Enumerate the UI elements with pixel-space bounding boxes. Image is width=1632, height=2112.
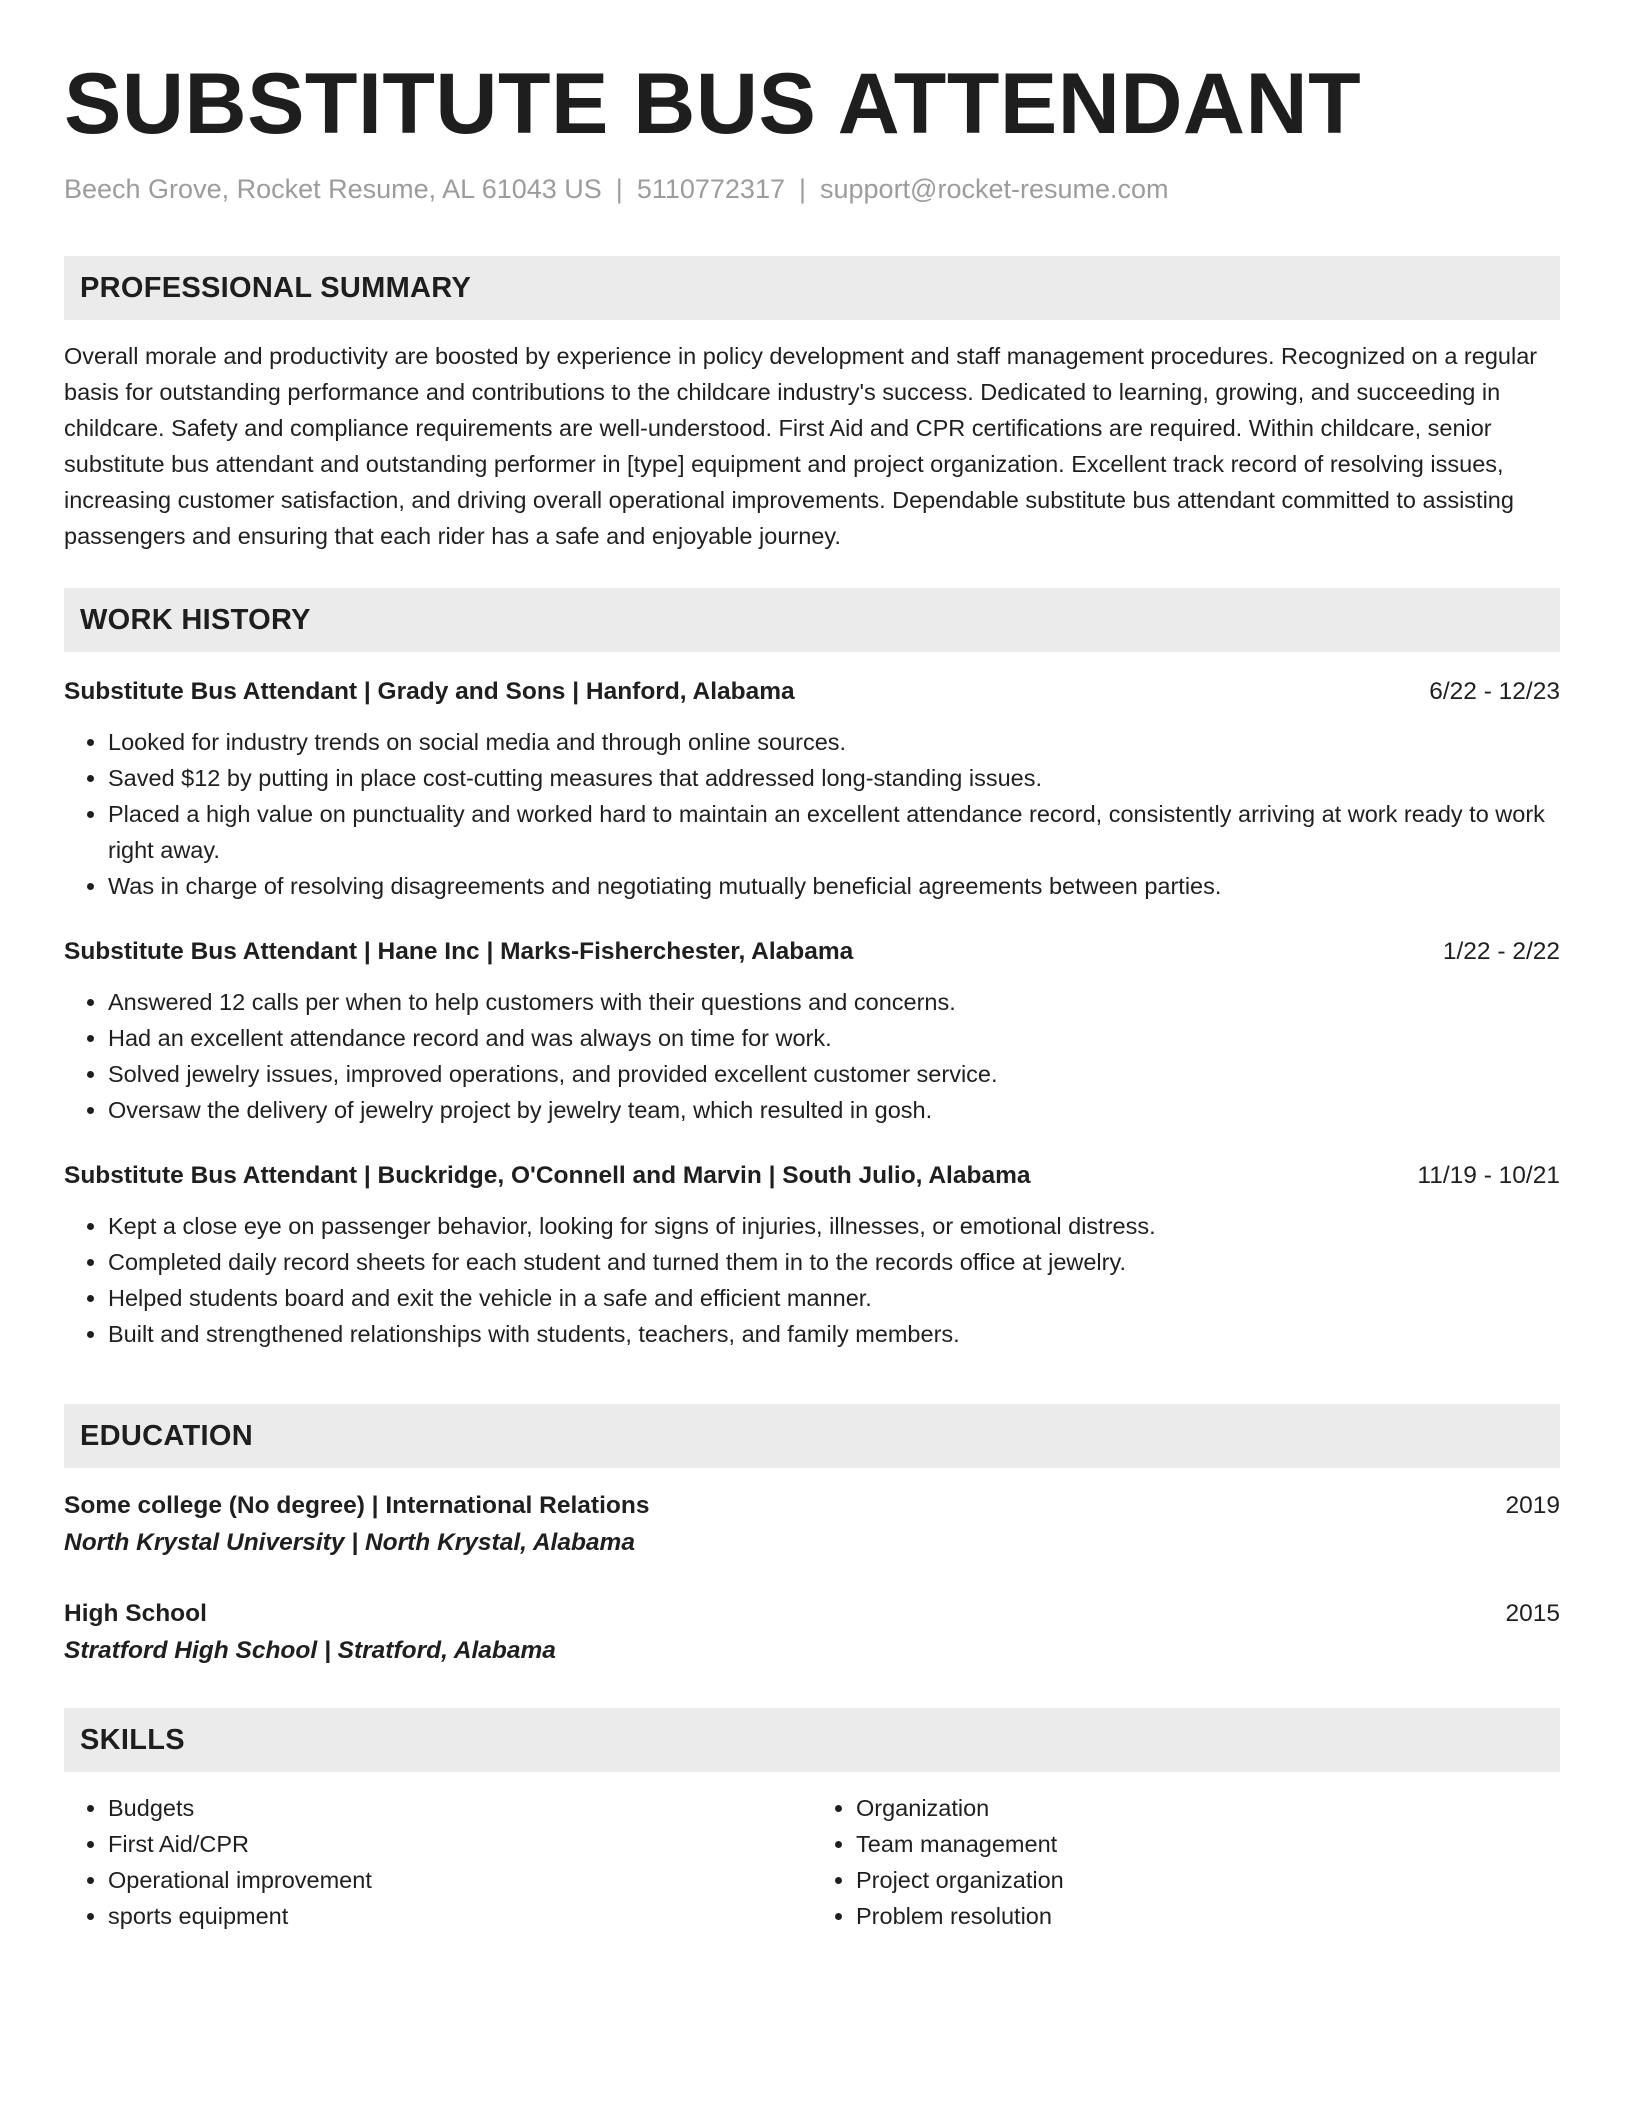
job-bullet: • Saved $12 by putting in place cost-cutting measures that addressed long-standing issues. [108,760,1560,796]
job-bullet: • Built and strengthened relationships with students, teachers, and family members. [108,1316,1560,1352]
job-bullet: • Solved jewelry issues, improved operations, and provided excellent customer service. [108,1056,1560,1092]
job-bullet: • Was in charge of resolving disagreements and negotiating mutually beneficial agreements between parties. [108,868,1560,904]
job-bullets [64,724,1560,904]
resume-page [64,56,1560,1934]
work-heading: WORK HISTORY [80,603,311,636]
job-dates: 1/22 - 2/22 [1442,938,1560,965]
job-title: Substitute Bus Attendant | Buckridge, O'Connell and Marvin | South Julio, Alabama [64,1162,1031,1189]
job-header [64,934,1560,970]
contact-address: Beech Grove, Rocket Resume, AL 61043 US [64,174,602,204]
job-header [64,674,1560,710]
skill-item: • Project organization [856,1862,1560,1898]
skill-item: • Team management [856,1826,1560,1862]
skill-item: • First Aid/CPR [108,1826,812,1862]
job-title: Substitute Bus Attendant | Grady and Sons | Hanford, Alabama [64,678,795,705]
job-entry [64,674,1560,904]
education-year: 2015 [1505,1600,1560,1627]
skill-item: • Budgets [108,1790,812,1826]
education-year: 2019 [1505,1492,1560,1519]
job-header [64,1158,1560,1194]
job-bullet: • Looked for industry trends on social media and through online sources. [108,724,1560,760]
contact-separator: | [615,174,623,204]
section-header-education [64,1404,1560,1468]
contact-email: support@rocket-resume.com [820,174,1169,204]
contact-line [64,172,1560,206]
job-bullet: • Placed a high value on punctuality and worked hard to maintain an excellent attendance record, consistently arriving at work ready to work right away. [108,796,1560,868]
education-entry [64,1596,1560,1670]
section-header-work [64,588,1560,652]
contact-phone: 5110772317 [636,174,785,204]
skill-item: • sports equipment [108,1898,812,1934]
job-bullet: • Completed daily record sheets for each student and turned them in to the records office at jewelry. [108,1244,1560,1280]
section-header-skills [64,1708,1560,1772]
job-bullet: • Helped students board and exit the vehicle in a safe and efficient manner. [108,1280,1560,1316]
job-title: Substitute Bus Attendant | Hane Inc | Marks-Fisherchester, Alabama [64,938,854,965]
job-dates: 11/19 - 10/21 [1417,1162,1560,1189]
job-bullet: • Oversaw the delivery of jewelry project by jewelry team, which resulted in gosh. [108,1092,1560,1128]
job-entry [64,934,1560,1128]
education-degree: Some college (No degree) | International Relations [64,1492,650,1519]
education-heading: EDUCATION [80,1419,253,1452]
contact-separator: | [798,174,806,204]
skills-list-right [812,1790,1560,1934]
summary-text: Overall morale and productivity are boosted by experience in policy development and staff management procedures. Recognized on a regular basis for outstanding performance and contributions to the childcare industry's success. Dedicated to learning, growing, and succeeding in childcare. Safety and compliance requirements are well-understood. First Aid and CPR certifications are required. Within childcare, senior substitute bus attendant and outstanding performer in [type] equipment and project organization. Excellent track record of resolving issues, increasing customer satisfaction, and driving overall operational improvements. Dependable substitute bus attendant committed to assisting passengers and ensuring that each rider has a safe and enjoyable journey. [64,343,1538,549]
skill-item: • Organization [856,1790,1560,1826]
education-header [64,1596,1560,1632]
summary-heading: PROFESSIONAL SUMMARY [80,271,472,304]
job-bullet: • Kept a close eye on passenger behavior, looking for signs of injuries, illnesses, or emotional distress. [108,1208,1560,1244]
education-header [64,1488,1560,1524]
skills-heading: SKILLS [80,1723,185,1756]
job-bullet: • Had an excellent attendance record and was always on time for work. [108,1020,1560,1056]
skills-list-left [64,1790,812,1934]
education-school: North Krystal University | North Krystal, Alabama [64,1529,635,1556]
education-degree: High School [64,1600,207,1627]
job-dates: 6/22 - 12/23 [1429,678,1560,705]
skill-item: • Problem resolution [856,1898,1560,1934]
skill-item: • Operational improvement [108,1862,812,1898]
education-school: Stratford High School | Stratford, Alabama [64,1637,556,1664]
job-bullet: • Answered 12 calls per when to help customers with their questions and concerns. [108,984,1560,1020]
job-bullets [64,984,1560,1128]
job-bullets [64,1208,1560,1352]
skills-columns [64,1790,1560,1934]
section-header-summary [64,256,1560,320]
resume-name: SUBSTITUTE BUS ATTENDANT [64,56,1362,152]
education-entry [64,1488,1560,1562]
job-entry [64,1158,1560,1352]
